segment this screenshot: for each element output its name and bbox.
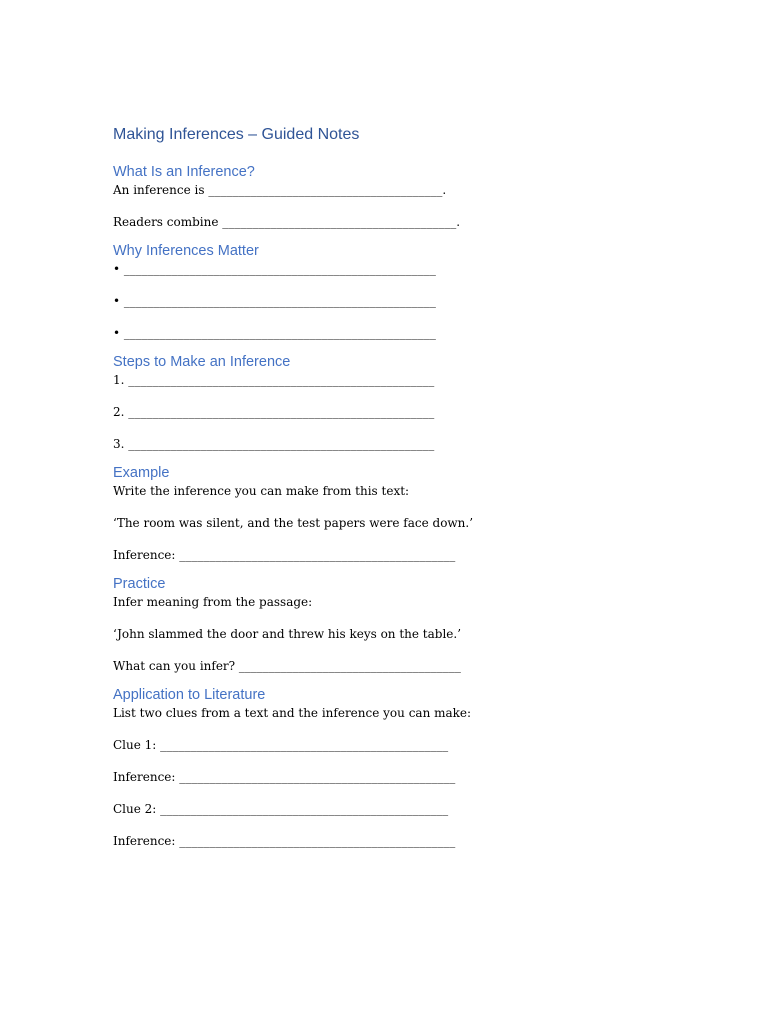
section-practice xyxy=(113,574,673,674)
fill-in-line: Clue 1: ________________________________________________ xyxy=(113,738,449,752)
numbered-line: 2. ___________________________________________________ xyxy=(113,405,435,419)
numbered-line: 1. ___________________________________________________ xyxy=(113,373,435,387)
bullet-line: • ____________________________________________________ xyxy=(113,294,436,308)
quote-line: ‘The room was silent, and the test papers were face down.’ xyxy=(113,516,474,530)
section-heading: Example xyxy=(113,465,170,481)
fill-in-line: Clue 2: ________________________________________________ xyxy=(113,802,449,816)
bullet-line: • ____________________________________________________ xyxy=(113,326,436,340)
section-heading: What Is an Inference? xyxy=(113,164,255,180)
section-steps xyxy=(113,352,673,452)
section-heading: Why Inferences Matter xyxy=(113,243,259,259)
fill-in-line: An inference is _______________________________________. xyxy=(113,183,447,197)
section-heading: Steps to Make an Inference xyxy=(113,354,291,370)
fill-in-line: Readers combine _______________________________________. xyxy=(113,215,461,229)
numbered-line: 3. ___________________________________________________ xyxy=(113,437,435,451)
document-title: Making Inferences – Guided Notes xyxy=(113,126,360,143)
document-page xyxy=(113,124,673,849)
fill-in-line: Inference: ______________________________________________ xyxy=(113,770,456,784)
section-example xyxy=(113,463,673,563)
fill-in-line: Inference: ______________________________________________ xyxy=(113,834,456,848)
instruction-line: List two clues from a text and the inference you can make: xyxy=(113,706,472,720)
instruction-line: Write the inference you can make from this text: xyxy=(113,484,410,498)
section-what-is-inference xyxy=(113,162,673,230)
fill-in-line: What can you infer? _____________________________________ xyxy=(113,659,461,673)
section-why-inferences-matter xyxy=(113,241,673,341)
quote-line: ‘John slammed the door and threw his keys on the table.’ xyxy=(113,627,462,641)
bullet-line: • ____________________________________________________ xyxy=(113,262,436,276)
section-heading: Application to Literature xyxy=(113,687,266,703)
section-application xyxy=(113,685,673,849)
section-heading: Practice xyxy=(113,576,166,592)
fill-in-line: Inference: ______________________________________________ xyxy=(113,548,456,562)
instruction-line: Infer meaning from the passage: xyxy=(113,595,313,609)
